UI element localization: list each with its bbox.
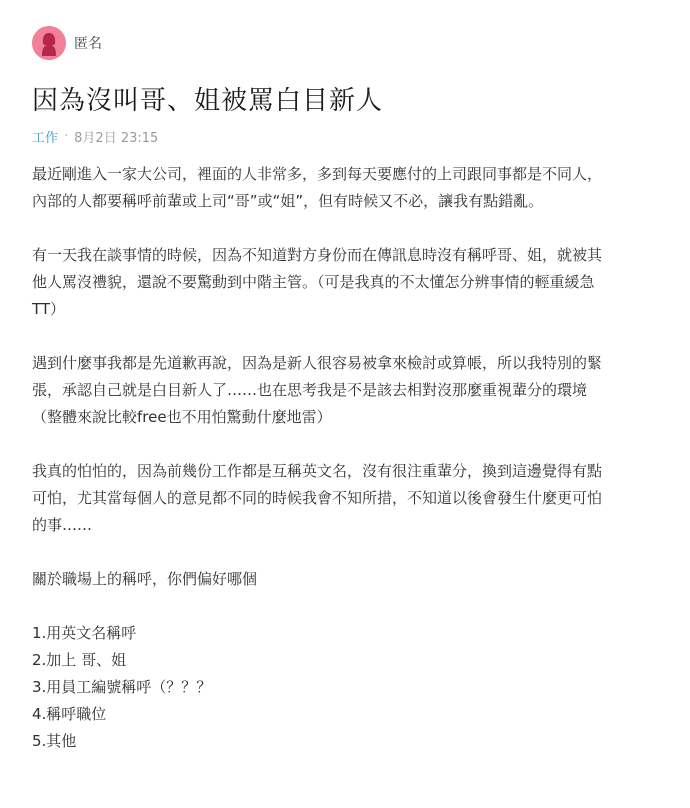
paragraph-line: 有一天我在談事情的時候，因為不知道對方身份而在傳訊息時沒有稱呼哥、姐，就被其 [32, 246, 603, 264]
options-list [32, 620, 652, 755]
post-meta [32, 127, 158, 146]
author-row [32, 26, 102, 60]
paragraph [32, 566, 652, 593]
paragraph-line: （整體來說比較free也不用怕驚動什麼地雷） [32, 408, 332, 426]
paragraph-line: 張，承認自己就是白目新人了……也在思考我是不是該去相對沒那麼重視輩分的環境 [32, 381, 588, 399]
paragraph-line: 他人罵沒禮貌，還說不要驚動到中階主管。（可是我真的不太懂怎分辨事情的輕重緩急 [32, 273, 595, 291]
paragraph [32, 458, 652, 539]
paragraph [32, 350, 652, 431]
list-item: 2.加上 哥、姐 [32, 651, 127, 669]
author-name[interactable]: 匿名 [74, 36, 102, 52]
female-silhouette-icon [32, 26, 66, 60]
paragraph-line: 可怕，尤其當每個人的意見都不同的時候我會不知所措，不知道以後會發生什麼更可怕 [32, 489, 603, 507]
paragraph-line: TT） [32, 300, 66, 318]
list-item: 5.其他 [32, 732, 77, 750]
paragraph-line: 內部的人都要稱呼前輩或上司“哥”或“姐”，但有時候又不必，讓我有點錯亂。 [32, 192, 544, 210]
list-item: 1.用英文名稱呼 [32, 624, 137, 642]
meta-separator: · [64, 129, 69, 144]
post-content [32, 161, 652, 755]
paragraph-line: 的事…… [32, 516, 93, 534]
post-timestamp: 8月2日 23:15 [74, 131, 159, 146]
paragraph [32, 242, 652, 323]
paragraph [32, 161, 652, 215]
paragraph-line: 我真的怕怕的，因為前幾份工作都是互稱英文名，沒有很注重輩分，換到這邊覺得有點 [32, 462, 603, 480]
avatar[interactable] [32, 26, 66, 60]
paragraph-line: 遇到什麼事我都是先道歉再說，因為是新人很容易被拿來檢討或算帳，所以我特別的緊 [32, 354, 603, 372]
paragraph-line: 關於職場上的稱呼，你們偏好哪個 [32, 570, 258, 588]
paragraph-line: 最近剛進入一家大公司，裡面的人非常多，多到每天要應付的上司跟同事都是不同人， [32, 165, 603, 183]
forum-link[interactable]: 工作 [32, 131, 59, 146]
list-item: 4.稱呼職位 [32, 705, 107, 723]
post-title: 因為沒叫哥、姐被罵白目新人 [32, 86, 384, 116]
list-item: 3.用員工編號稱呼（？？？ [32, 678, 212, 696]
